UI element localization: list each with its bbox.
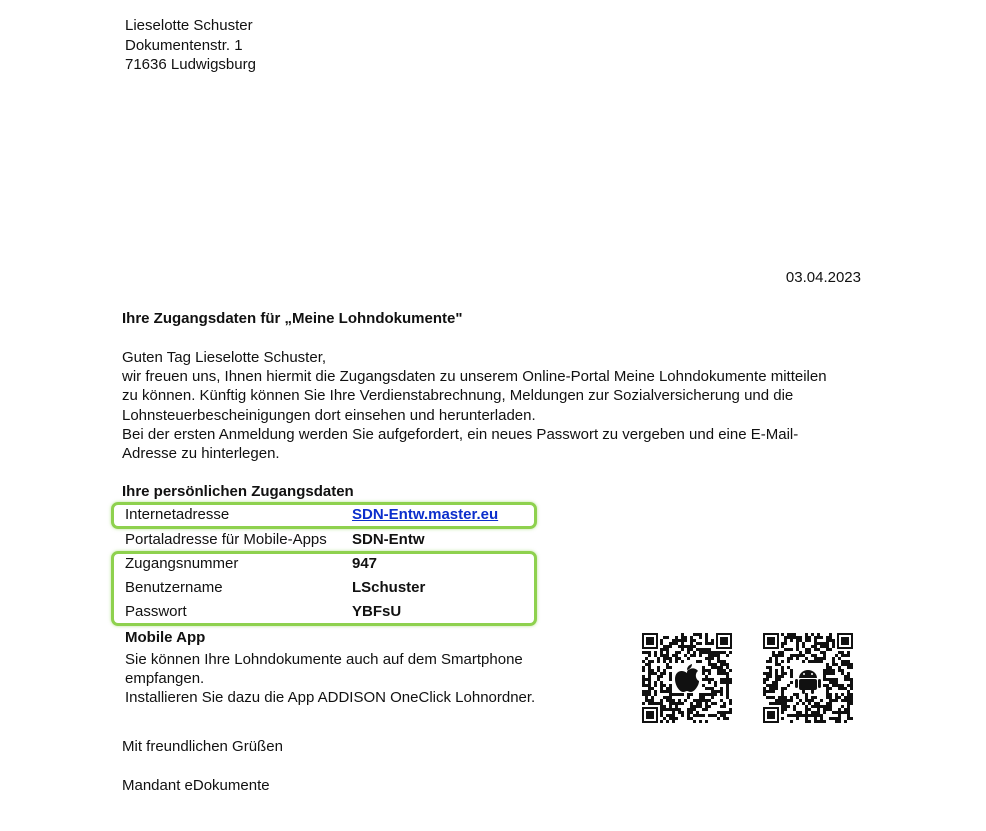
sender-city: 71636 Ludwigsburg [125, 56, 256, 73]
portal-address-value: SDN-Entw [352, 531, 425, 548]
mobile-line: Installieren Sie dazu die App ADDISON OneClick Lohnordner. [125, 689, 536, 707]
body-line: wir freuen uns, Ihnen hiermit die Zugangsdaten zu unserem Online-Portal Meine Lohndokumente mitteilen [122, 368, 827, 386]
body-line: Bei der ersten Anmeldung werden Sie aufgefordert, ein neues Passwort zu vergeben und eine E-Mail- [122, 425, 799, 443]
sender-name: Lieselotte Schuster [125, 17, 253, 34]
qr-finder-pattern [642, 707, 658, 723]
mobile-line: Sie können Ihre Lohndokumente auch auf dem Smartphone [125, 651, 523, 668]
body-line: zu können. Künftig können Sie Ihre Verdienstabrechnung, Meldungen zur Sozialversicherung und die [122, 387, 794, 405]
label-internet-address: Internetadresse [125, 506, 230, 523]
qr-code-android[interactable] [763, 633, 853, 723]
qr-finder-pattern [642, 633, 658, 649]
label-access-number: Zugangsnummer [125, 555, 239, 572]
qr-code-ios[interactable] [642, 633, 732, 723]
letter-date: 03.04.2023 [785, 269, 861, 286]
body-line: Adresse zu hinterlegen. [122, 445, 280, 463]
qr-finder-pattern [716, 633, 732, 649]
sender-street: Dokumentenstr. 1 [125, 36, 243, 54]
sender-address [125, 16, 256, 75]
closing-greeting: Mit freundlichen Grüßen [122, 738, 283, 755]
android-icon [793, 663, 823, 694]
label-username: Benutzername [125, 579, 223, 596]
qr-finder-pattern [763, 707, 779, 723]
mobile-line: empfangen. [125, 670, 205, 688]
access-number-value: 947 [352, 555, 378, 572]
mobile-app-text [125, 650, 535, 708]
greeting: Guten Tag Lieselotte Schuster, [122, 349, 327, 366]
signature: Mandant eDokumente [122, 777, 270, 794]
label-password: Passwort [125, 603, 187, 620]
access-heading: Ihre persönlichen Zugangsdaten [122, 483, 354, 500]
letter-subject: Ihre Zugangsdaten für „Meine Lohndokumente" [122, 310, 463, 327]
apple-icon [672, 663, 702, 693]
qr-finder-pattern [837, 633, 853, 649]
username-value: LSchuster [352, 579, 426, 596]
internet-address-link[interactable]: SDN-Entw.master.eu [352, 506, 499, 523]
mobile-app-heading: Mobile App [125, 629, 206, 646]
body-line: Lohnsteuerbescheinigungen dort einsehen und herunterladen. [122, 406, 536, 424]
qr-finder-pattern [763, 633, 779, 649]
label-portal-address: Portaladresse für Mobile-Apps [125, 531, 327, 548]
password-value: YBFsU [352, 603, 402, 620]
letter-body [122, 348, 827, 463]
